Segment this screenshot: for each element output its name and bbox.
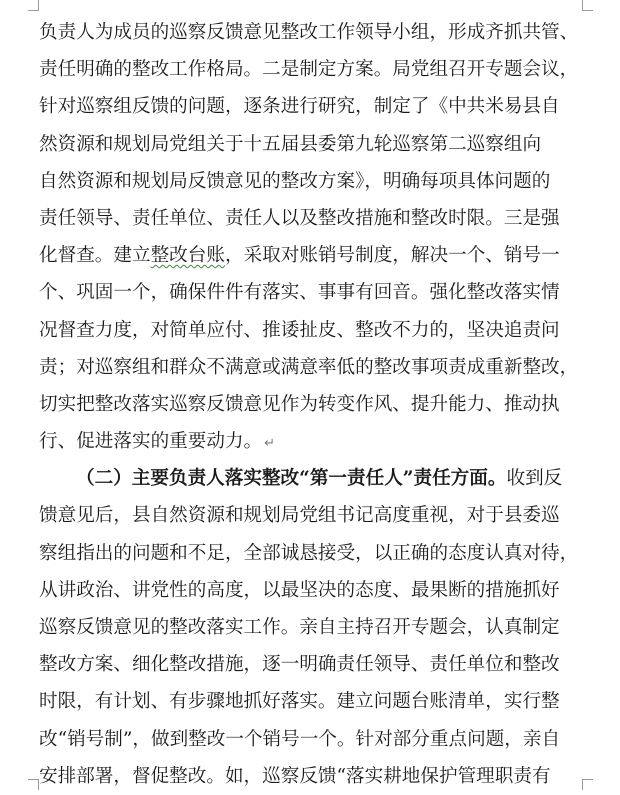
text-line: 责任明确的整改工作格局。二是制定方案。局党组召开专题会议， [39, 59, 579, 81]
text-line: 负责人为成员的巡察反馈意见整改工作领导小组，形成齐抓共管、 [39, 22, 579, 43]
text-line: 责任领导、责任单位、责任人以及整改措施和整改时限。三是强 [39, 207, 560, 229]
text-line: 巡察反馈意见的整改落实工作。亲自主持召开专题会，认真制定 [39, 617, 560, 638]
grammar-flagged-word[interactable]: 整改台账 [150, 245, 225, 267]
text-line: 况督查力度，对简单应付、推诿扯皮、整改不力的，坚决追责问 [39, 319, 560, 341]
text-line: 针对巡察组反馈的问题，逐条进行研究，制定了《中共米易县自 [39, 96, 560, 118]
text-run: 化督查。建立 [39, 245, 151, 267]
text-run: 收到反 [506, 468, 563, 490]
text-line: 安排部署，督促整改。如，巡察反馈“落实耕地保护管理职责有 [39, 765, 551, 787]
paragraph-principal-responsibility [39, 460, 584, 795]
text-line [39, 423, 584, 460]
section-heading: （二）主要负责人落实整改“第一责任人”责任方面。 [76, 468, 507, 490]
paragraph-rectification-organization [39, 14, 584, 460]
text-line [39, 460, 584, 497]
document-body[interactable] [39, 14, 584, 795]
text-line: 察组指出的问题和不足，全部诚恳接受，以正确的态度认真对待， [39, 542, 579, 564]
text-line: 个、巩固一个，确保件件有落实、事事有回音。强化整改落实情 [39, 282, 560, 304]
margin-corner-top-left [28, 0, 39, 11]
text-line: 从讲政治、讲党性的高度，以最坚决的态度、最果断的措施抓好 [39, 579, 560, 601]
text-line: 切实把整改落实巡察反馈意见作为转变作风、提升能力、推动执 [39, 393, 560, 415]
text-line: 馈意见后，县自然资源和规划局党组书记高度重视，对于县委巡 [39, 505, 560, 527]
margin-corner-top-right [582, 0, 593, 11]
text-run: 行、促进落实的重要动力。 [39, 431, 263, 453]
paragraph-mark-icon: ↵ [264, 436, 276, 452]
text-line: 责；对巡察组和群众不满意或满意率低的整改事项责成重新整改， [39, 356, 579, 378]
text-line: 时限，有计划、有步骤地抓好落实。建立问题台账清单，实行整 [39, 691, 560, 713]
text-line: 自然资源和规划局反馈意见的整改方案》，明确每项具体问题的 [39, 170, 551, 192]
text-line: 然资源和规划局党组关于十五届县委第九轮巡察第二巡察组向 [39, 133, 542, 155]
text-line: 整改方案、细化整改措施，逐一明确责任领导、责任单位和整改 [39, 654, 560, 676]
text-line [39, 237, 584, 274]
margin-corner-bottom-left [28, 779, 39, 790]
text-line: 改“销号制”，做到整改一个销号一个。针对部分重点问题，亲自 [39, 728, 561, 750]
text-run: ，采取对账销号制度，解决一个、销号一 [224, 245, 560, 267]
